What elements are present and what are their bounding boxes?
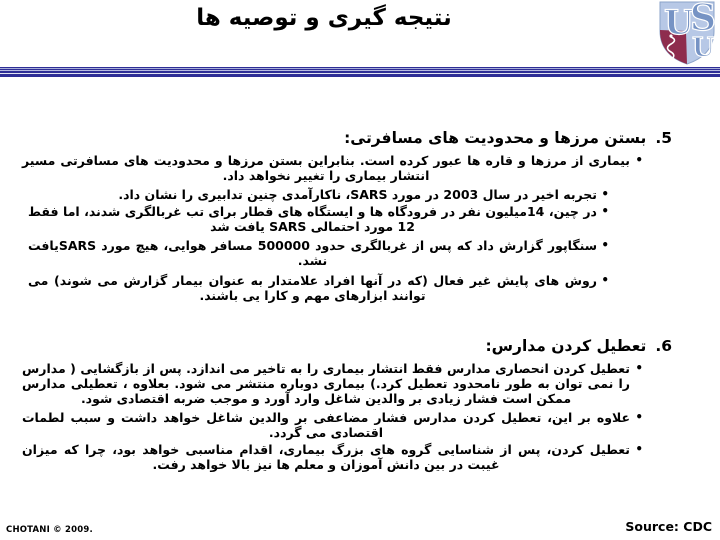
bullet-list-level1 — [0, 361, 720, 472]
page-title: نتیجه گیری و توصیه ها — [196, 5, 452, 31]
logo-letter-u-top: U — [664, 3, 694, 43]
title-separator-rule — [0, 67, 720, 77]
list-item — [28, 238, 609, 268]
section-number: 5. — [655, 129, 672, 147]
list-item-text: تعطیل کردن انحصاری مدارس فقط انتشار بیماری را به تاخیر می اندازد. پس از بازگشایی ( مدارس را نمی توان به طور نامحدود تعطیل کرد.) بیماری دوباره منتشر می شود. بعلاوه ، تعطیلی مدارس ممکن است فشار زیادی بر والدین شاغل وارد آورد و موجب ضربه اقتصادی شود. — [22, 361, 630, 406]
list-item-text: تجربه اخیر در سال 2003 در مورد SARS، ناکارآمدی چنین تدابیری را نشان داد. — [118, 187, 597, 202]
section-school-closure — [0, 336, 720, 472]
bullet-list-level2 — [0, 187, 720, 303]
section-heading-text: تعطیل کردن مدارس: — [485, 337, 647, 355]
bullet-icon: • — [635, 361, 643, 375]
list-item — [28, 187, 609, 202]
bullet-icon: • — [635, 153, 643, 167]
list-item — [22, 410, 643, 440]
list-item — [22, 442, 643, 472]
bullet-icon: • — [635, 410, 643, 424]
bullet-icon: • — [601, 187, 609, 201]
section-number: 6. — [655, 337, 672, 355]
copyright-text: CHOTANI © 2009. — [6, 525, 93, 535]
section-heading-text: بستن مرزها و محدودیت های مسافرتی: — [344, 129, 647, 147]
section-heading — [0, 128, 672, 148]
list-item-text: علاوه بر این، تعطیل کردن مدارس فشار مضاعفی بر والدین شاغل خواهد داشت و سبب لطمات اقتصادی می گردد. — [22, 410, 630, 440]
list-item — [22, 361, 643, 406]
list-item-text: تعطیل کردن، پس از شناسایی گروه های بزرگ بیماری، اقدام مناسبی خواهد بود، چرا که میزان غیبت در بین دانش آموزان و معلم ها نیز بالا خواهد رفت. — [22, 442, 630, 472]
source-credit: Source: CDC — [625, 519, 712, 534]
bullet-icon: • — [601, 204, 609, 218]
list-item-text: در چین، 14میلیون نفر در فرودگاه ها و ایستگاه های قطار برای تب غربالگری شدند، اما فقط 12 مورد احتمالی SARS یافت شد — [28, 204, 597, 234]
list-item-text: روش های پایش غیر فعال (که در آنها افراد علامتدار به عنوان بیمار گزارش می شوند) می توانند ابزارهای مهم و کارا یی باشند. — [28, 273, 597, 303]
list-item-text: سنگاپور گزارش داد که پس از غربالگری حدود 500000 مسافر هوایی، هیچ مورد SARSیافت نشد. — [28, 238, 598, 268]
section-travel-restrictions — [0, 128, 720, 303]
bullet-icon: • — [635, 442, 643, 456]
bullet-icon: • — [601, 238, 609, 252]
list-item-text: بیماری از مرزها و قاره ها عبور کرده است. بنابراین بستن مرزها و محدودیت های مسافرتی مسیر انتشار بیماری را تغییر نخواهد داد. — [22, 153, 630, 183]
list-item — [22, 153, 643, 183]
list-item — [28, 273, 609, 303]
bullet-list-level1 — [0, 153, 720, 183]
bullet-icon: • — [601, 273, 609, 287]
section-heading — [0, 336, 672, 356]
usu-shield-logo — [656, 0, 718, 66]
list-item — [28, 204, 609, 234]
logo-letter-s: S — [690, 0, 716, 39]
logo-letter-u-bottom: U — [692, 33, 715, 63]
slide-body — [0, 120, 720, 476]
